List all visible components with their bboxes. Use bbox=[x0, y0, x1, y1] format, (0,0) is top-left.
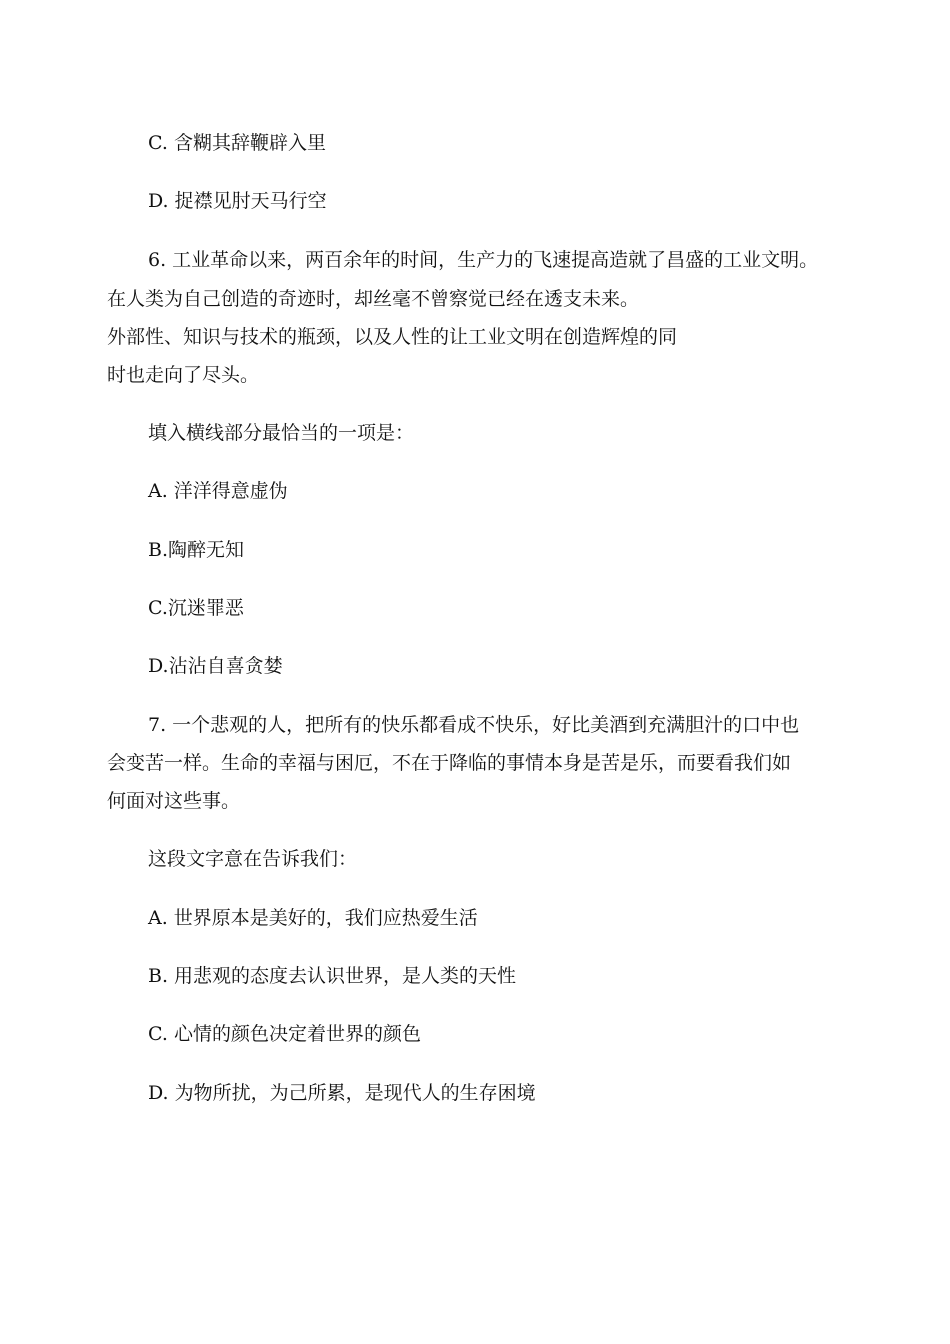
q7-option-c: C. 心情的颜色决定着世界的颜色 bbox=[148, 1023, 421, 1045]
q6-option-a: A. 洋洋得意虚伪 bbox=[148, 480, 288, 502]
prev-option-c: C. 含糊其辞鞭辟入里 bbox=[148, 132, 326, 154]
q6-stem-line-3: 外部性、知识与技术的瓶颈，以及人性的让工业文明在创造辉煌的同 bbox=[107, 326, 678, 348]
q7-option-a: A. 世界原本是美好的，我们应热爱生活 bbox=[148, 907, 478, 929]
q6-option-d: D.沾沾自喜贪婪 bbox=[148, 655, 283, 677]
q7-option-b: B. 用悲观的态度去认识世界，是人类的天性 bbox=[148, 965, 517, 987]
q6-option-b: B.陶醉无知 bbox=[148, 539, 245, 561]
q6-stem-line-1: 6. 工业革命以来，两百余年的时间，生产力的飞速提高造就了昌盛的工业文明。 bbox=[148, 249, 819, 271]
q6-stem-line-4: 时也走向了尽头。 bbox=[107, 364, 260, 386]
q7-stem-line-2: 会变苦一样。生命的幸福与困厄，不在于降临的事情本身是苦是乐，而要看我们如 bbox=[107, 752, 792, 774]
q7-stem-line-1: 7. 一个悲观的人，把所有的快乐都看成不快乐，好比美酒到充满胆汁的口中也 bbox=[148, 714, 800, 736]
prev-option-d: D. 捉襟见肘天马行空 bbox=[148, 190, 327, 212]
q6-prompt: 填入横线部分最恰当的一项是： bbox=[148, 422, 415, 444]
q7-stem-line-3: 何面对这些事。 bbox=[107, 790, 241, 812]
q6-option-c: C.沉迷罪恶 bbox=[148, 597, 244, 619]
q7-prompt: 这段文字意在告诉我们： bbox=[148, 848, 358, 870]
q7-option-d: D. 为物所扰，为己所累，是现代人的生存困境 bbox=[148, 1082, 536, 1104]
q6-stem-line-2: 在人类为自己创造的奇迹时，却丝毫不曾察觉已经在透支未来。 bbox=[107, 288, 640, 310]
